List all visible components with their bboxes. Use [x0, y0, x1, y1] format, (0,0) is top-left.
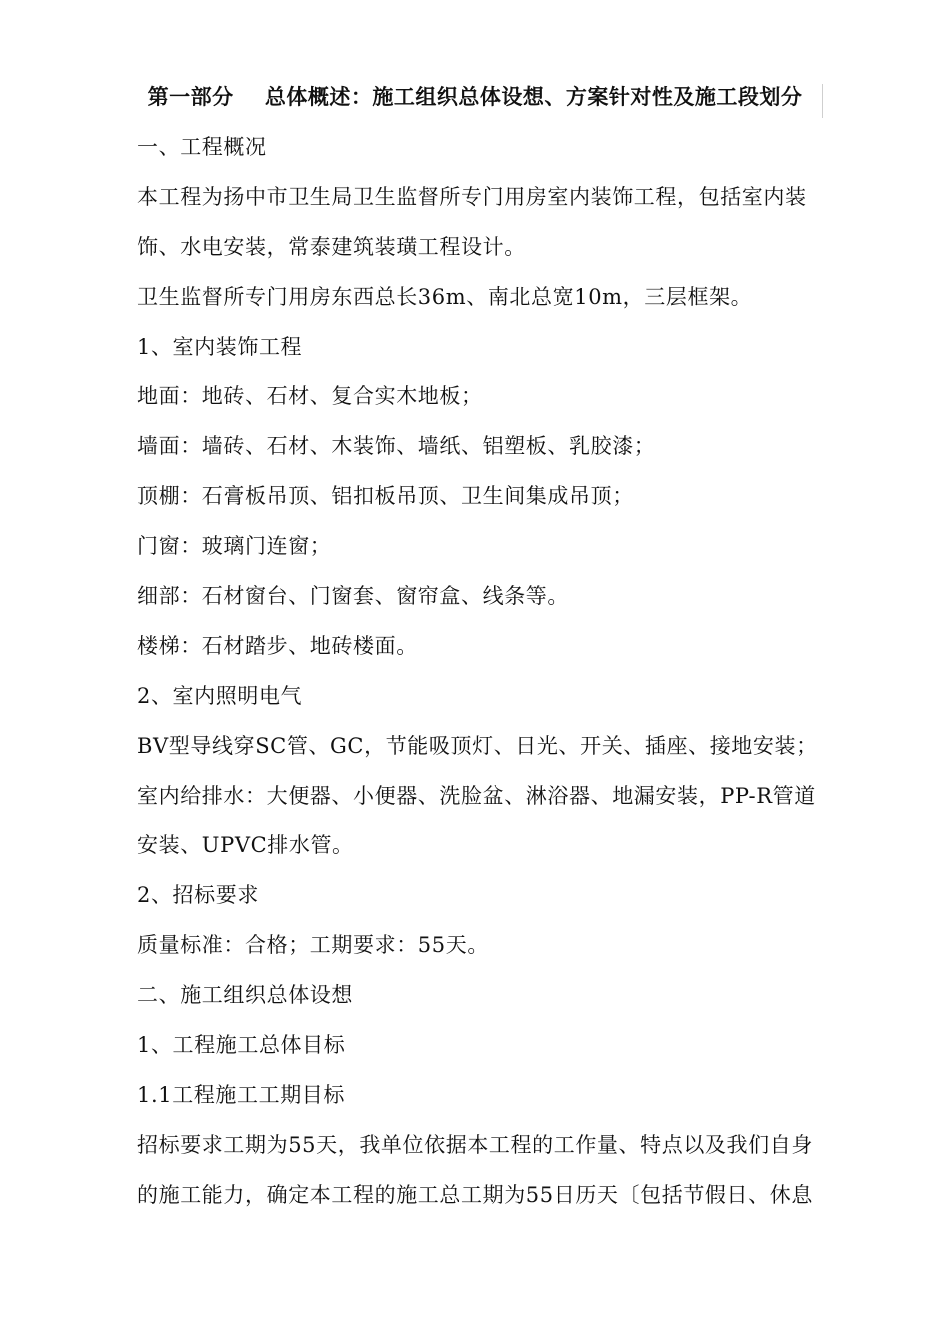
paragraph-line: 招标要求工期为55天，我单位依据本工程的工作量、特点以及我们自身 [137, 1132, 813, 1157]
paragraph-line: 顶棚：石膏板吊顶、铝扣板吊顶、卫生间集成吊顶； [137, 484, 634, 509]
paragraph-line: BV型导线穿SC管、GC，节能吸顶灯、日光、开关、插座、接地安装； [137, 733, 818, 758]
paragraph-line: 饰、水电安装，常泰建筑装璜工程设计。 [137, 234, 526, 259]
heading-overall-concept: 二、施工组织总体设想 [137, 983, 353, 1008]
paragraph-line: 安装、UPVC排水管。 [137, 833, 354, 858]
heading-interior-decoration: 1、室内装饰工程 [137, 334, 303, 359]
heading-schedule-goal: 1.1工程施工工期目标 [137, 1082, 345, 1107]
document-body [137, 128, 857, 1226]
heading-tender-requirements: 2、招标要求 [137, 883, 259, 908]
paragraph-line: 门窗：玻璃门连窗； [137, 534, 332, 559]
heading-overall-goals: 1、工程施工总体目标 [137, 1033, 346, 1058]
paragraph-line: 卫生监督所专门用房东西总长36m、南北总宽10m，三层框架。 [137, 284, 753, 309]
paragraph-line: 本工程为扬中市卫生局卫生监督所专门用房室内装饰工程，包括室内装 [137, 184, 807, 209]
paragraph-line: 的施工能力，确定本工程的施工总工期为55日历天〔包括节假日、休息 [137, 1182, 813, 1207]
title-edge-mark [822, 84, 823, 118]
heading-indoor-lighting: 2、室内照明电气 [137, 683, 303, 708]
paragraph-line: 质量标准：合格；工期要求：55天。 [137, 933, 489, 958]
paragraph-line: 地面：地砖、石材、复合实木地板； [137, 384, 483, 409]
paragraph-line: 墙面：墙砖、石材、木装饰、墙纸、铝塑板、乳胶漆； [137, 434, 656, 459]
paragraph-line: 室内给排水：大便器、小便器、洗脸盆、淋浴器、地漏安装，PP-R管道 [137, 783, 816, 808]
paragraph-line: 细部：石材窗台、门窗套、窗帘盒、线条等。 [137, 584, 569, 609]
section-title: 第一部分 总体概述：施工组织总体设想、方案针对性及施工段划分 [147, 85, 803, 109]
heading-project-overview: 一、工程概况 [137, 135, 267, 159]
paragraph-line: 楼梯：石材踏步、地砖楼面。 [137, 633, 418, 658]
